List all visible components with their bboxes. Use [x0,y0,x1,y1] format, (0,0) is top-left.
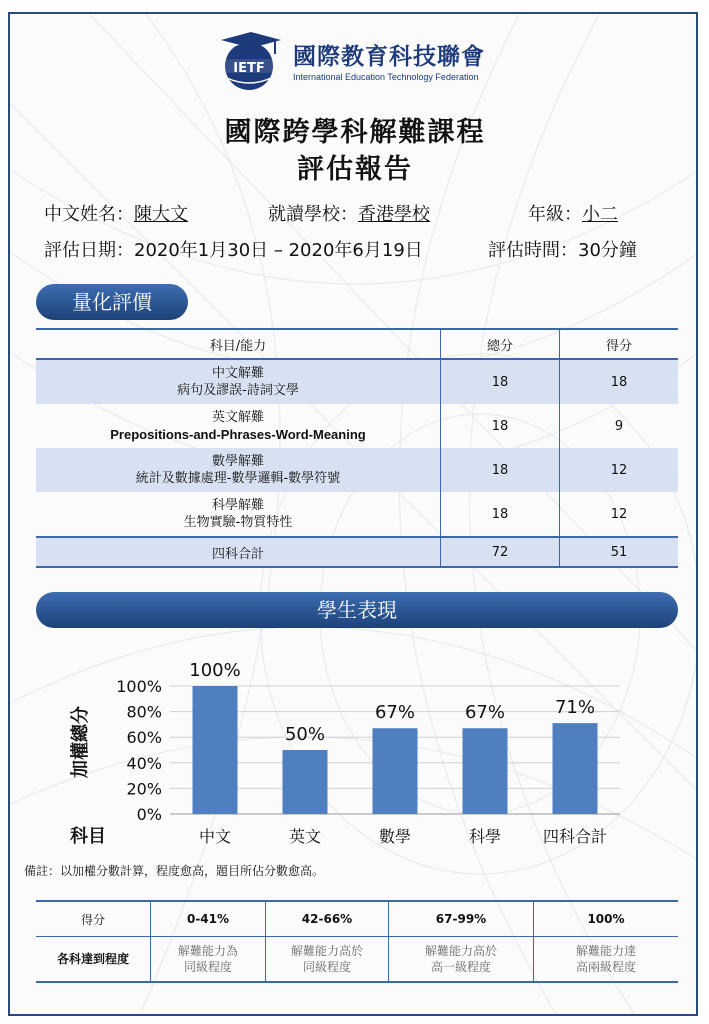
y-tick-label: 40% [126,753,162,773]
level-text: 解難能力高於 [290,944,363,958]
duration-value: 30分鐘 [578,240,637,261]
org-name-english: International Education Technology Federation [293,72,479,82]
score-cell: 9 [614,418,624,434]
bar-value-label: 71% [554,697,596,719]
header-total: 總分 [441,329,560,359]
section-performance-header: 學生表現 [36,592,678,628]
subject-detail: 病句及謬誤-詩詞文學 [177,383,299,398]
level-text: 解難能力高於 [424,944,497,958]
grand-total-cell: 72 [441,537,560,567]
section-quant-header: 量化評價 [36,284,188,320]
level-text: 高一級程度 [430,960,491,974]
legend-row-label: 各科達到程度 [36,937,151,983]
table-row [36,404,678,448]
logo-abbreviation: IETF [233,61,265,76]
y-axis-label: 加權總分 [70,706,91,778]
y-tick-label: 0% [136,805,162,824]
school-label: 就讀學校： [268,204,358,225]
level-text: 高兩級程度 [575,960,636,974]
subject-detail: 生物實驗-物質特性 [183,515,293,530]
report-subtitle: 評估報告 [297,154,413,185]
y-tick-label: 60% [126,728,162,748]
legend-score-label: 得分 [36,901,151,937]
grade-value: 小二 [582,204,618,225]
school-field [268,200,430,226]
score-table-header [36,329,678,359]
chart-note: 備註：以加權分數計算，程度愈高，題目所佔分數愈高。 [24,864,325,878]
bar [553,723,598,814]
grand-score-cell: 51 [560,537,679,567]
total-row [36,537,678,567]
table-row [36,359,678,404]
duration-label: 評估時間： [488,240,578,261]
x-tick-label: 數學 [378,827,412,846]
bar-value-label: 50% [284,724,326,745]
x-tick-label: 中文 [198,827,232,846]
level-legend-table [36,900,678,983]
bar [373,728,418,814]
level-text: 同級程度 [302,960,351,974]
assessment-date-field [44,236,423,262]
bar [463,728,508,814]
legend-level-row [36,937,678,983]
duration-field [488,236,637,262]
score-cell: 18 [560,359,679,404]
subject-detail: 統計及數據處理-數學邏輯-數學符號 [135,471,341,486]
school-name: 香港學校 [358,204,430,225]
grade-label: 年級： [528,204,582,225]
legend-range: 0-41% [151,901,266,937]
score-table [36,328,678,568]
bar [283,750,328,814]
y-tick-label: 100% [116,677,162,696]
x-tick-label: 科學 [468,827,502,846]
org-name-chinese: 國際教育科技聯會 [293,44,485,70]
y-tick-label: 20% [126,779,162,799]
subject-name: 中文解難 [211,366,264,381]
grade-field [528,200,618,226]
level-text: 解難能力為 [177,944,238,958]
total-cell: 18 [441,359,560,404]
header-subject: 科目/能力 [36,329,441,359]
level-text: 同級程度 [183,960,232,974]
header-score: 得分 [560,329,679,359]
date-label: 評估日期： [44,240,134,261]
x-tick-label: 英文 [288,827,322,846]
table-row [36,448,678,492]
date-range: 2020年1月30日 – 2020年6月19日 [134,240,423,261]
performance-bar-chart [50,638,650,858]
level-text: 解難能力達 [575,944,636,958]
student-name: 陳大文 [134,204,188,225]
score-cell: 12 [560,448,679,492]
report-title: 國際跨學科解難課程 [224,117,486,148]
ietf-globe-icon [215,32,287,92]
ietf-logo [215,32,515,92]
subject-name: 英文解難 [211,410,264,425]
score-cell: 12 [610,506,628,522]
bar [193,686,238,814]
subject-detail: Prepositions-and-Phrases-Word-Meaning [110,427,366,442]
total-cell: 18 [441,492,560,537]
subject-name: 科學解難 [211,498,264,513]
legend-range: 100% [534,901,679,937]
subject-name: 數學解難 [211,454,264,469]
x-axis-label: 科目 [70,826,106,847]
bar-value-label: 67% [374,702,416,724]
bar-value-label: 100% [189,660,241,681]
y-tick-label: 80% [126,702,162,722]
bar-value-label: 67% [464,702,506,724]
total-cell: 18 [441,448,560,492]
legend-header-row [36,901,678,937]
report-page [8,12,698,1016]
total-label: 四科合計 [36,537,441,567]
table-row [36,492,678,537]
legend-range: 67-99% [389,901,534,937]
name-label: 中文姓名： [44,204,134,225]
total-cell: 18 [441,404,560,448]
student-name-field [44,200,188,226]
legend-range: 42-66% [266,901,389,937]
x-tick-label: 四科合計 [542,827,608,846]
